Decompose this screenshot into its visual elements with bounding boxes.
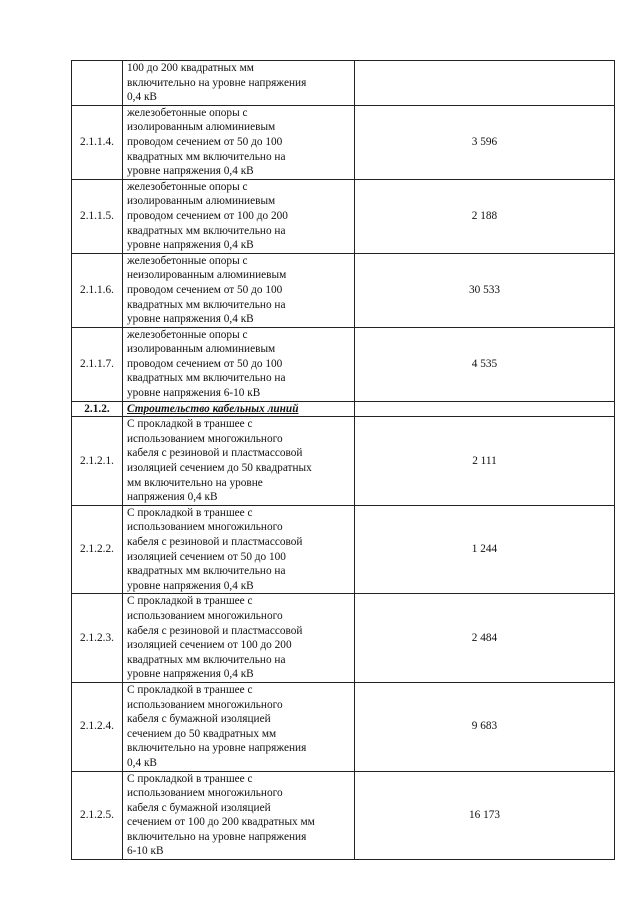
description-line: использованием многожильного <box>127 787 283 800</box>
description-line: изолированным алюминиевым <box>127 343 276 356</box>
description-line: использованием многожильного <box>127 609 283 622</box>
table-row <box>72 327 615 401</box>
description-line: С прокладкой в траншее с <box>127 683 253 696</box>
description-line: квадратных мм включительно на <box>127 653 286 666</box>
item-number: 2.1.1.7. <box>72 327 123 401</box>
item-description <box>123 682 355 771</box>
description-line: квадратных мм включительно на <box>127 298 286 311</box>
description-line: 100 до 200 квадратных мм <box>127 62 254 74</box>
description-line: использованием многожильного <box>127 698 283 711</box>
description-line: использованием многожильного <box>127 432 283 445</box>
item-number: 2.1.2.2. <box>72 505 123 594</box>
item-value <box>355 401 615 417</box>
description-line: С прокладкой в траншее с <box>127 772 253 785</box>
item-description <box>123 771 355 860</box>
rates-table <box>71 60 615 860</box>
item-number: 2.1.1.5. <box>72 179 123 253</box>
description-line: изоляцией сечением от 50 до 100 <box>127 550 286 563</box>
table-row <box>72 253 615 327</box>
description-line: уровне напряжения 0,4 кВ <box>127 668 254 681</box>
item-description <box>123 179 355 253</box>
description-line: Строительство кабельных линий <box>127 402 299 415</box>
description-line: С прокладкой в траншее с <box>127 418 253 431</box>
description-line: уровне напряжения 0,4 кВ <box>127 313 254 326</box>
item-value: 30 533 <box>355 253 615 327</box>
table-row <box>72 61 615 106</box>
description-line: 6-10 кВ <box>127 845 164 858</box>
description-line: уровне напряжения 0,4 кВ <box>127 165 254 178</box>
table-row <box>72 417 615 506</box>
description-line: кабеля с резиновой и пластмассовой <box>127 624 303 637</box>
item-value: 4 535 <box>355 327 615 401</box>
description-line: сечением до 50 квадратных мм <box>127 727 277 740</box>
item-number <box>72 61 123 106</box>
description-line: сечением от 100 до 200 квадратных мм <box>127 816 315 829</box>
table-row <box>72 505 615 594</box>
description-line: квадратных мм включительно на <box>127 224 286 237</box>
description-line: уровне напряжения 0,4 кВ <box>127 239 254 252</box>
item-description <box>123 61 355 106</box>
description-line: изолированным алюминиевым <box>127 121 276 134</box>
table-row <box>72 105 615 179</box>
item-value: 2 484 <box>355 594 615 683</box>
item-number: 2.1.2.3. <box>72 594 123 683</box>
item-description <box>123 594 355 683</box>
description-line: кабеля с бумажной изоляцией <box>127 713 271 726</box>
item-number: 2.1.1.6. <box>72 253 123 327</box>
item-value: 1 244 <box>355 505 615 594</box>
item-value <box>355 61 615 106</box>
description-line: уровне напряжения 0,4 кВ <box>127 579 254 592</box>
table-row <box>72 682 615 771</box>
item-number: 2.1.2.1. <box>72 417 123 506</box>
section-row <box>72 401 615 417</box>
description-line: кабеля с резиновой и пластмассовой <box>127 447 303 460</box>
rates-table-body <box>72 61 615 860</box>
description-line: С прокладкой в траншее с <box>127 506 253 519</box>
item-value: 2 111 <box>355 417 615 506</box>
item-number: 2.1.2. <box>72 401 123 417</box>
item-description <box>123 417 355 506</box>
item-number: 2.1.2.4. <box>72 682 123 771</box>
item-value: 2 188 <box>355 179 615 253</box>
description-line: проводом сечением от 50 до 100 <box>127 135 283 148</box>
item-description <box>123 253 355 327</box>
description-line: включительно на уровне напряжения <box>127 742 307 755</box>
description-line: железобетонные опоры с <box>127 106 248 119</box>
description-line: включительно на уровне напряжения <box>127 830 307 843</box>
section-title <box>123 401 355 417</box>
item-description <box>123 105 355 179</box>
description-line: изоляцией сечением от 100 до 200 <box>127 639 292 652</box>
table-row <box>72 179 615 253</box>
table-row <box>72 771 615 860</box>
description-line: неизолированным алюминиевым <box>127 269 287 282</box>
description-line: кабеля с резиновой и пластмассовой <box>127 536 303 548</box>
description-line: квадратных мм включительно на <box>127 372 286 385</box>
table-row <box>72 594 615 683</box>
description-line: включительно на уровне напряжения <box>127 76 307 89</box>
description-line: проводом сечением от 50 до 100 <box>127 283 283 296</box>
description-line: 0,4 кВ <box>127 756 157 769</box>
item-value: 3 596 <box>355 105 615 179</box>
description-line: проводом сечением от 100 до 200 <box>127 209 288 222</box>
description-line: железобетонные опоры с <box>127 180 248 193</box>
item-number: 2.1.1.4. <box>72 105 123 179</box>
description-line: изоляцией сечением до 50 квадратных <box>127 462 312 475</box>
item-value: 9 683 <box>355 682 615 771</box>
description-line: квадратных мм включительно на <box>127 565 286 578</box>
item-description <box>123 327 355 401</box>
item-number: 2.1.2.5. <box>72 771 123 860</box>
description-line: использованием многожильного <box>127 521 283 534</box>
description-line: 0,4 кВ <box>127 91 157 104</box>
item-description <box>123 505 355 594</box>
description-line: железобетонные опоры с <box>127 254 248 267</box>
description-line: квадратных мм включительно на <box>127 150 286 163</box>
description-line: напряжения 0,4 кВ <box>127 491 218 504</box>
item-value: 16 173 <box>355 771 615 860</box>
description-line: изолированным алюминиевым <box>127 195 276 208</box>
description-line: железобетонные опоры с <box>127 328 248 341</box>
description-line: уровне напряжения 6-10 кВ <box>127 387 261 400</box>
description-line: кабеля с бумажной изоляцией <box>127 801 271 814</box>
description-line: С прокладкой в траншее с <box>127 595 253 608</box>
description-line: проводом сечением от 50 до 100 <box>127 357 283 370</box>
description-line: мм включительно на уровне <box>127 476 263 489</box>
